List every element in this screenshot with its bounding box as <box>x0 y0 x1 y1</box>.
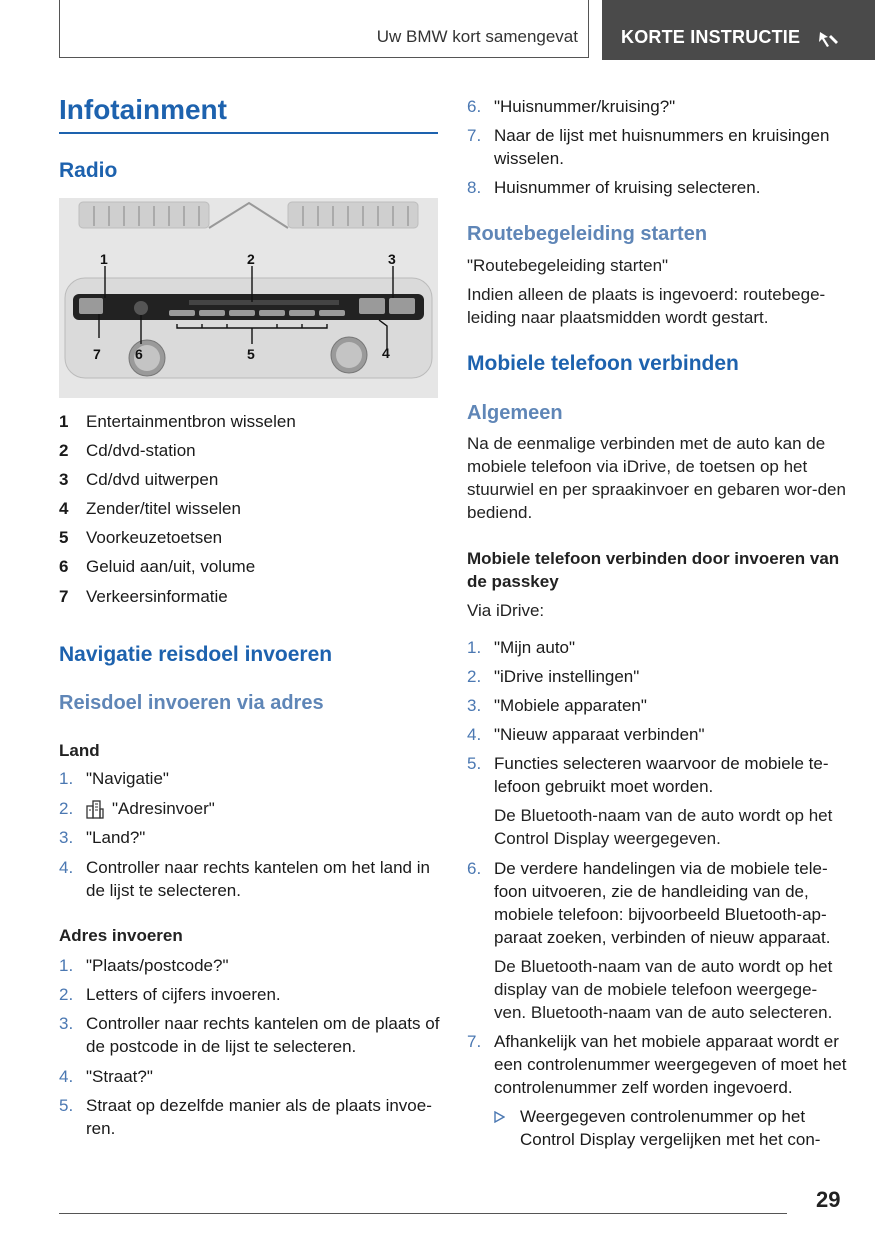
nav-subheading: Reisdoel invoeren via adres <box>59 692 324 714</box>
adres-heading: Adres invoeren <box>59 926 183 945</box>
route-heading: Routebegeleiding starten <box>467 223 708 245</box>
callout-7: 7 <box>93 346 101 362</box>
radio-panel-illustration <box>59 198 438 398</box>
callout-6: 6 <box>135 346 143 362</box>
general-text: Na de eenmalige verbinden met de auto kan de mobiele telefoon via iDrive, de toetsen op het stuurwiel en per spraakinvoer en gebaren wor-den bediend. <box>467 434 846 522</box>
nav-heading: Navigatie reisdoel invoeren <box>59 643 333 666</box>
page-title: Infotainment <box>59 94 438 134</box>
passkey-heading: Mobiele telefoon verbinden door invoeren van de passkey <box>467 549 840 591</box>
callout-4: 4 <box>382 345 390 361</box>
footer-rule <box>59 1213 787 1214</box>
header-box <box>59 0 589 58</box>
address-entry-icon <box>86 799 104 819</box>
bluetooth-note-2: De Bluetooth-naam van de auto wordt op het display van de mobiele telefoon weergege-ven. Bluetooth-naam van de auto selecteren. <box>494 957 833 1022</box>
page-number: 29 <box>816 1187 841 1212</box>
section-tab-label: KORTE INSTRUCTIE <box>621 27 801 47</box>
callout-2: 2 <box>247 251 255 267</box>
callout-1: 1 <box>100 251 108 267</box>
callout-5: 5 <box>247 346 255 362</box>
route-text-1: "Routebegeleiding starten" <box>467 256 669 275</box>
quick-tool-icon <box>817 26 841 50</box>
radio-heading: Radio <box>59 159 118 182</box>
general-heading: Algemeen <box>467 402 563 424</box>
header-subtitle: Uw BMW kort samengevat <box>376 27 578 46</box>
triangle-bullet-icon <box>494 1111 505 1123</box>
via-idrive: Via iDrive: <box>467 601 545 620</box>
phone-heading: Mobiele telefoon verbinden <box>467 352 739 375</box>
callout-3: 3 <box>388 251 396 267</box>
bluetooth-note-1: De Bluetooth-naam van de auto wordt op het Control Display weergegeven. <box>494 806 833 848</box>
route-text-2: Indien alleen de plaats is ingevoerd: routebege-leiding naar plaatsmidden wordt gestart. <box>467 285 826 327</box>
land-heading: Land <box>59 741 100 760</box>
section-tab <box>602 0 875 60</box>
